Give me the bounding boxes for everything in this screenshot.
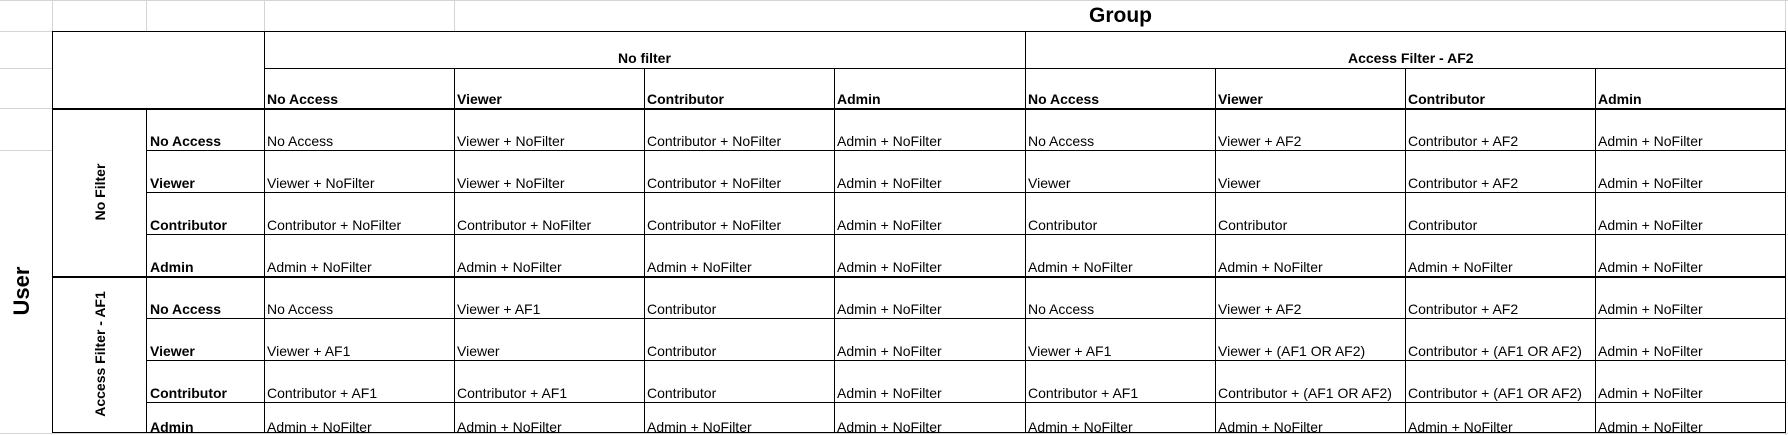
table-cell: Admin + NoFilter: [837, 343, 942, 359]
table-cell: Admin + NoFilter: [837, 133, 942, 149]
table-border-right: [1785, 31, 1786, 433]
row-separator: [146, 150, 1785, 151]
table-cell: Admin + NoFilter: [837, 259, 942, 275]
table-cell: Viewer + AF1: [457, 301, 541, 317]
table-cell: Contributor: [1218, 217, 1288, 233]
row-separator: [146, 192, 1785, 193]
table-cell: Admin + NoFilter: [1218, 419, 1323, 435]
table-cell: Admin + NoFilter: [1598, 301, 1703, 317]
column-header: Contributor: [1408, 91, 1485, 107]
table-cell: Admin + NoFilter: [647, 419, 752, 435]
table-cell: Admin + NoFilter: [1598, 343, 1703, 359]
table-border-top: [52, 31, 1785, 32]
gridline: [0, 150, 52, 151]
column-separator: [264, 31, 265, 433]
table-cell: Contributor: [647, 301, 717, 317]
column-separator: [1595, 68, 1596, 433]
table-cell: Admin + NoFilter: [457, 419, 562, 435]
table-cell: Admin + NoFilter: [647, 259, 752, 275]
column-separator: [644, 68, 645, 433]
row-label: Contributor: [150, 217, 227, 233]
table-cell: No Access: [1028, 301, 1095, 317]
table-cell: Contributor: [647, 385, 717, 401]
gridline: [146, 0, 147, 31]
table-cell: Contributor + (AF1 OR AF2): [1408, 385, 1582, 401]
table-cell: Admin + NoFilter: [457, 259, 562, 275]
gridline: [264, 0, 265, 31]
table-cell: Admin + NoFilter: [1598, 385, 1703, 401]
table-border-left: [52, 31, 53, 433]
table-cell: Contributor + AF2: [1408, 133, 1519, 149]
table-cell: Contributor + AF1: [267, 385, 378, 401]
table-cell: Contributor + AF1: [1028, 385, 1139, 401]
column-header: Admin: [837, 91, 881, 107]
table-cell: Contributor + NoFilter: [457, 217, 592, 233]
column-separator: [834, 68, 835, 433]
table-cell: Contributor + NoFilter: [267, 217, 402, 233]
column-header: Viewer: [1218, 91, 1263, 107]
table-cell: Viewer + NoFilter: [457, 133, 565, 149]
table-cell: Admin + NoFilter: [1028, 419, 1133, 435]
table-cell: Admin + NoFilter: [1408, 419, 1513, 435]
group-title: Group: [1089, 4, 1152, 27]
row-group-access-filter-af1: Access Filter - AF1: [92, 291, 108, 417]
table-cell: Admin + NoFilter: [837, 217, 942, 233]
table-cell: Admin + NoFilter: [1408, 259, 1513, 275]
gridline: [0, 68, 52, 69]
table-cell: Contributor + (AF1 OR AF2): [1218, 385, 1392, 401]
row-label: No Access: [150, 133, 222, 149]
gridline: [0, 0, 1788, 1]
table-cell: Admin + NoFilter: [837, 385, 942, 401]
table-cell: Viewer + NoFilter: [267, 175, 375, 191]
gridline: [52, 0, 53, 31]
gridline: [0, 31, 52, 32]
table-cell: Admin + NoFilter: [1598, 175, 1703, 191]
table-cell: Admin + NoFilter: [1028, 259, 1133, 275]
column-separator: [1405, 68, 1406, 433]
row-separator: [146, 402, 1785, 403]
table-cell: Contributor: [647, 343, 717, 359]
row-label: Contributor: [150, 385, 227, 401]
col-group-no-filter: No filter: [618, 50, 671, 66]
row-group-no-filter: No Filter: [92, 163, 108, 221]
column-separator: [1215, 68, 1216, 433]
table-cell: Viewer + NoFilter: [457, 175, 565, 191]
table-cell: No Access: [267, 301, 334, 317]
table-cell: Admin + NoFilter: [1598, 133, 1703, 149]
table-cell: Contributor + (AF1 OR AF2): [1408, 343, 1582, 359]
table-cell: Admin + NoFilter: [267, 419, 372, 435]
row-separator: [146, 318, 1785, 319]
table-cell: Viewer + AF1: [267, 343, 351, 359]
table-cell: Viewer: [457, 343, 500, 359]
row-label: Admin: [150, 259, 194, 275]
column-header: No Access: [267, 91, 339, 107]
table-cell: No Access: [267, 133, 334, 149]
table-cell: Admin + NoFilter: [1598, 259, 1703, 275]
table-cell: Admin + NoFilter: [837, 301, 942, 317]
table-cell: Contributor + NoFilter: [647, 217, 782, 233]
table-cell: Admin + NoFilter: [1598, 419, 1703, 435]
table-cell: Contributor + AF2: [1408, 301, 1519, 317]
table-cell: Contributor: [1028, 217, 1098, 233]
table-cell: Viewer + AF2: [1218, 301, 1302, 317]
table-cell: Contributor: [1408, 217, 1478, 233]
col-group-access-filter-af2: Access Filter - AF2: [1348, 50, 1474, 66]
row-label: No Access: [150, 301, 222, 317]
row-separator: [146, 234, 1785, 235]
row-separator: [146, 360, 1785, 361]
table-cell: Contributor + AF1: [457, 385, 568, 401]
table-cell: No Access: [1028, 133, 1095, 149]
table-cell: Admin + NoFilter: [837, 175, 942, 191]
gridline: [454, 0, 455, 31]
column-header: Admin: [1598, 91, 1642, 107]
column-header: Contributor: [647, 91, 724, 107]
table-cell: Admin + NoFilter: [837, 419, 942, 435]
table-cell: Viewer + AF2: [1218, 133, 1302, 149]
table-cell: Viewer: [1028, 175, 1071, 191]
table-cell: Contributor + AF2: [1408, 175, 1519, 191]
table-cell: Contributor + NoFilter: [647, 133, 782, 149]
column-header: No Access: [1028, 91, 1100, 107]
column-group-separator: [1025, 31, 1026, 433]
row-label-divider: [146, 108, 147, 433]
header-bottom-border: [52, 108, 1785, 110]
column-separator: [454, 68, 455, 433]
table-cell: Viewer: [1218, 175, 1261, 191]
row-group-separator: [52, 276, 1785, 278]
user-title: User: [9, 266, 34, 316]
row-label: Viewer: [150, 175, 195, 191]
table-cell: Admin + NoFilter: [1218, 259, 1323, 275]
gridline: [0, 108, 52, 109]
table-cell: Contributor + NoFilter: [647, 175, 782, 191]
column-header: Viewer: [457, 91, 502, 107]
table-cell: Viewer + (AF1 OR AF2): [1218, 343, 1366, 359]
table-cell: Admin + NoFilter: [267, 259, 372, 275]
table-cell: Admin + NoFilter: [1598, 217, 1703, 233]
row-label: Admin: [150, 419, 194, 435]
table-cell: Viewer + AF1: [1028, 343, 1112, 359]
row-label: Viewer: [150, 343, 195, 359]
